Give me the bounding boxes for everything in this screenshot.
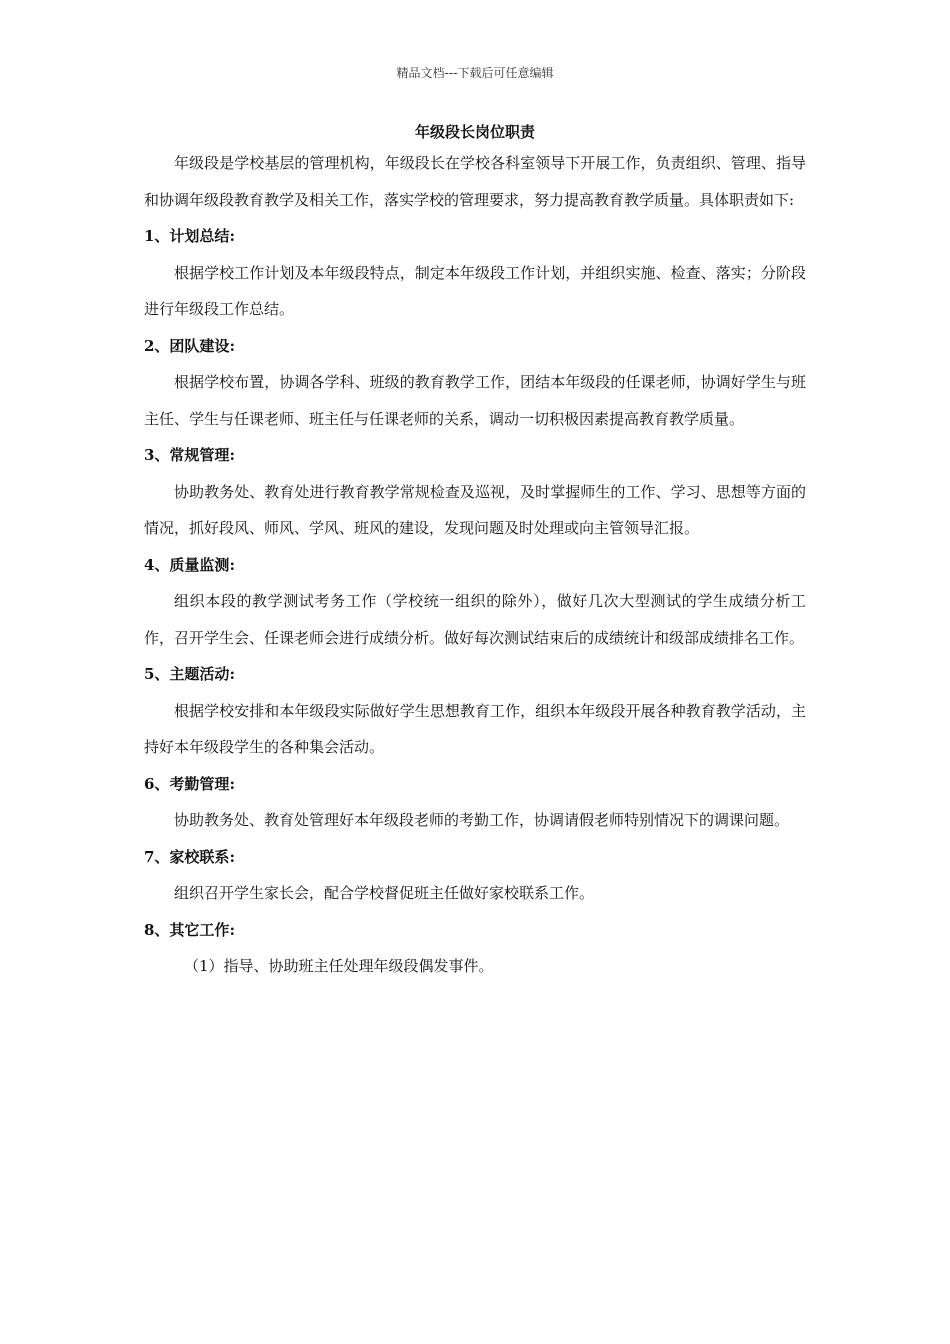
section-heading-4: 4、质量监测: xyxy=(144,555,235,574)
section-body-7: 组织召开学生家长会，配合学校督促班主任做好家校联系工作。 xyxy=(174,884,595,902)
section-heading-6: 6、考勤管理: xyxy=(144,774,235,793)
section-heading-7: 7、家校联系: xyxy=(144,847,235,866)
section-body-2: 根据学校布置，协调各学科、班级的教育教学工作，团结本年级段的任课老师，协调好学生与班主任、学生与任课老师、班主任与任课老师的关系，调动一切积极因素提高教育教学质量。 xyxy=(144,373,806,428)
section-body-6: 协助教务处、教育处管理好本年级段老师的考勤工作，协调请假老师特别情况下的调课问题。 xyxy=(174,811,790,829)
section-body-1: 根据学校工作计划及本年级段特点，制定本年级段工作计划，并组织实施、检查、落实；分阶段进行年级段工作总结。 xyxy=(144,263,806,318)
section-body-4: 组织本段的教学测试考务工作（学校统一组织的除外），做好几次大型测试的学生成绩分析工作，召开学生会、任课老师会进行成绩分析。做好每次测试结束后的成绩统计和级部成绩排名工作。 xyxy=(144,592,806,647)
document-body xyxy=(144,145,806,985)
section-heading-3: 3、常规管理: xyxy=(144,446,235,464)
section-body-5: 根据学校安排和本年级段实际做好学生思想教育工作，组织本年级段开展各种教育教学活动，主持好本年级段学生的各种集会活动。 xyxy=(144,701,806,756)
section-heading-1: 1、计划总结: xyxy=(144,227,235,245)
section-heading-5: 5、主题活动: xyxy=(144,665,235,683)
intro-paragraph: 年级段是学校基层的管理机构，年级段长在学校各科室领导下开展工作，负责组织、管理、指导和协调年级段教育教学及相关工作，落实学校的管理要求，努力提高教育教学质量。具体职责如下: xyxy=(144,154,806,209)
subitem-1: （1）指导、协助班主任处理年级段偶发事件。 xyxy=(184,957,494,975)
section-heading-2: 2、团队建设: xyxy=(144,336,235,355)
document-title: 年级段长岗位职责 xyxy=(414,123,535,141)
section-body-3: 协助教务处、教育处进行教育教学常规检查及巡视，及时掌握师生的工作、学习、思想等方面的情况，抓好段风、师风、学风、班风的建设，发现问题及时处理或向主管领导汇报。 xyxy=(144,482,806,537)
section-heading-8: 8、其它工作: xyxy=(144,920,235,939)
page-header: 精品文档---下载后可任意编辑 xyxy=(396,66,554,80)
